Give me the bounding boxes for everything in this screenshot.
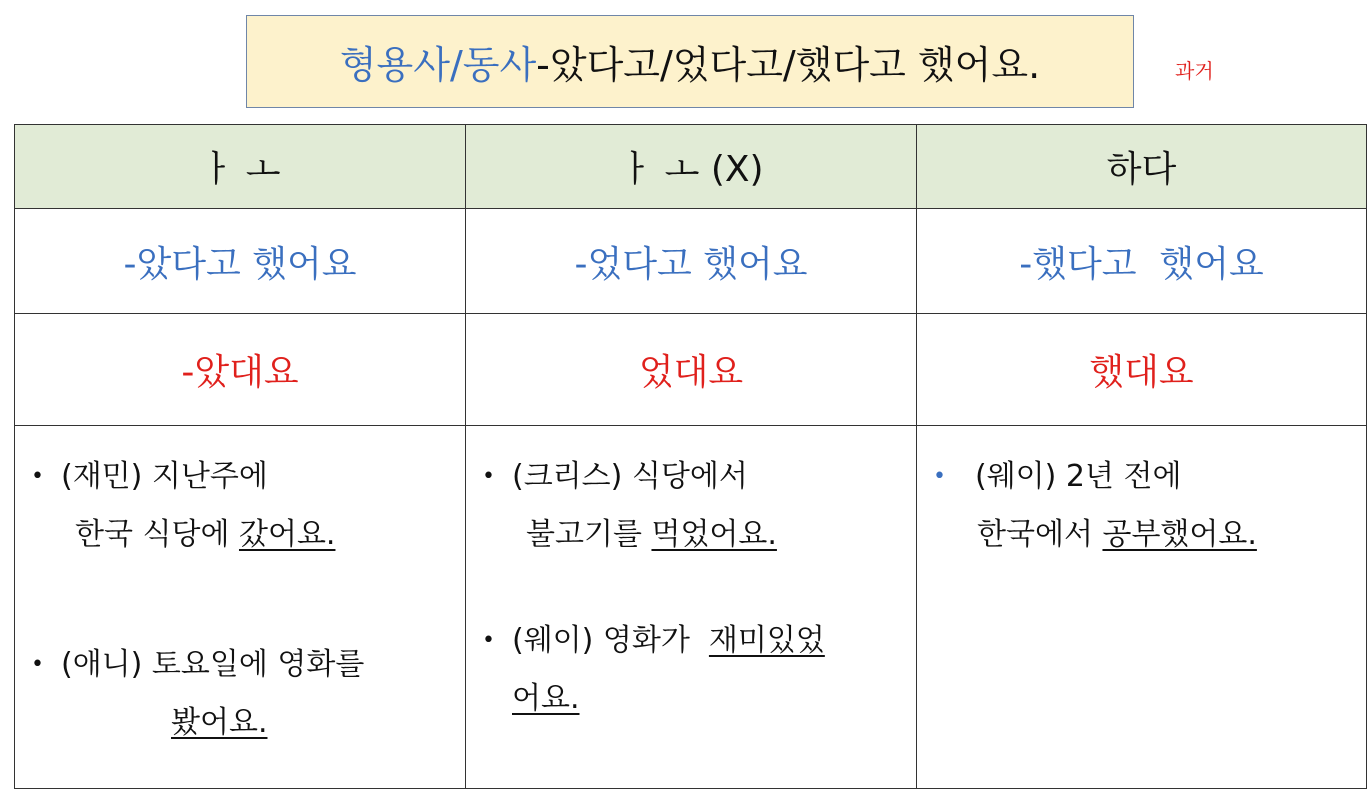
example-highlight: 먹었어요. [651,517,777,552]
example-text: 한국에서 [977,517,1103,552]
bullet-icon: • [31,652,44,677]
example-line [61,506,465,564]
header-cell-hada: 하다 [917,125,1367,209]
ending-row [15,209,1367,314]
header-cell-other: ㅏ ㅗ (X) [466,125,917,209]
example-item [917,448,1366,564]
example-text: 불고기를 [526,517,652,552]
example-highlight: 갔어요. [238,517,336,552]
short-form-cell-a-o: -았대요 [15,314,466,426]
example-line [512,506,916,564]
example-item [15,448,465,564]
example-highlight: 공부했어요. [1102,517,1257,552]
short-form-cell-other: 었대요 [466,314,917,426]
title-pattern: -았다고/었다고/했다고 했어요. [536,43,1041,87]
header-cell-a-o: ㅏ ㅗ [15,125,466,209]
ending-cell-a-o: -았다고 했어요 [15,209,466,314]
bullet-icon: • [31,464,44,489]
ending-cell-other: -었다고 했어요 [466,209,917,314]
example-line: (애니) 토요일에 영화를 [61,647,365,682]
example-line: (크리스) 식당에서 [512,459,748,494]
example-item [15,636,465,752]
grammar-table [14,124,1367,789]
example-highlight: 재미있었 [708,623,825,658]
example-text: (웨이) 영화가 [512,623,709,658]
example-line [963,506,1366,564]
bullet-icon: • [482,464,495,489]
example-cell-hada [917,426,1367,789]
example-highlight: 봤어요. [171,705,268,740]
example-line [512,670,916,728]
example-cell-a-o [15,426,466,789]
example-row [15,426,1367,789]
ending-cell-hada: -했다고 했어요 [917,209,1367,314]
example-item [466,612,916,728]
header-row [15,125,1367,209]
example-highlight: 어요. [512,681,580,716]
tense-tag: 과거 [1175,59,1214,83]
title-subject: 형용사/동사 [339,43,537,87]
example-text: 한국 식당에 [75,517,239,552]
grammar-title-box [246,15,1134,108]
example-line: (웨이) 2년 전에 [975,459,1182,494]
example-line [61,694,465,752]
bullet-icon: • [933,464,946,489]
example-item [466,448,916,564]
short-form-row [15,314,1367,426]
short-form-cell-hada: 했대요 [917,314,1367,426]
example-cell-other [466,426,917,789]
bullet-icon: • [482,628,495,653]
example-line [512,612,916,670]
example-line: (재민) 지난주에 [61,459,268,494]
